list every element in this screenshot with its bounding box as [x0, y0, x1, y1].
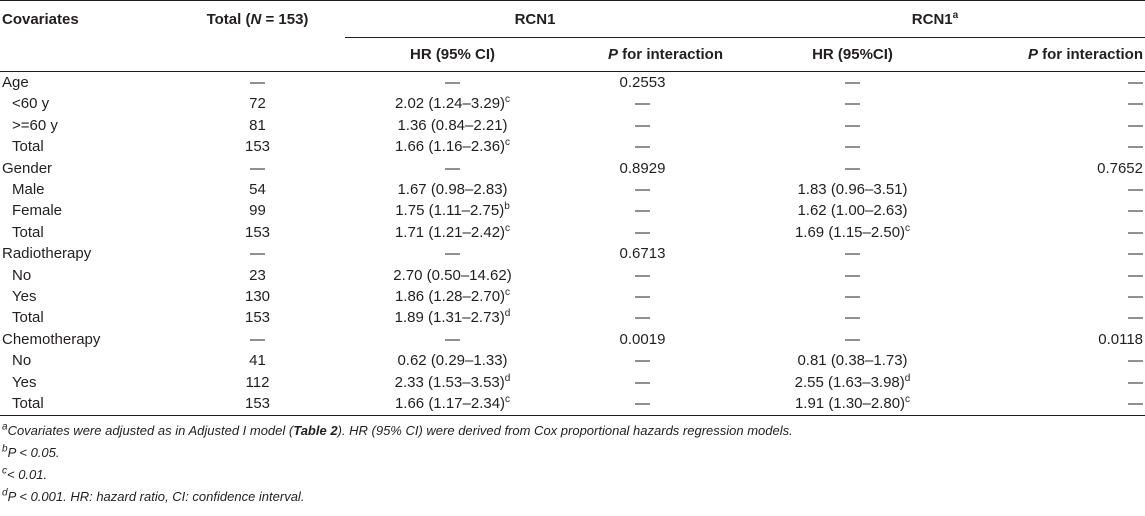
cell-covariate: Total — [12, 395, 44, 413]
cell-hr-2: — — [845, 245, 860, 263]
cell-total: 72 — [249, 95, 266, 113]
cell-covariate: Yes — [12, 373, 37, 391]
table-row — [0, 115, 1145, 136]
cell-hr-2: — — [845, 138, 860, 156]
header-group-rcn1-adjusted: RCN1$^a$ — [725, 1, 1145, 38]
cell-hr-2: — — [845, 330, 860, 348]
table-row — [0, 179, 1145, 200]
cell-hr-1: 1.66 $(1.16-2.36)^c$ — [394, 137, 511, 156]
cell-p-interaction-2: — — [1128, 288, 1143, 306]
cell-hr-1: 1.66 $(1.17-2.34)^c$ — [394, 394, 511, 413]
header-hr-2: HR (95%CI) — [812, 46, 893, 63]
footnote-d: $^d$P < 0.001. HR: hazard ratio, CI: confidence interval. — [2, 487, 305, 504]
footnotes — [0, 420, 1145, 508]
cell-p-interaction-2: — — [1128, 116, 1143, 134]
cell-hr-2: 1.62 (1.00–2.63) — [797, 202, 908, 220]
cell-covariate: Female — [12, 202, 63, 220]
cell-total: 99 — [249, 202, 266, 220]
header-group-rcn1: RCN1 — [345, 1, 725, 38]
cell-covariate: No — [12, 266, 32, 284]
cell-hr-2: 0.81 (0.38–1.73) — [797, 352, 908, 370]
cell-hr-1: 1.71 $(1.21-2.42)^c$ — [394, 222, 511, 241]
table-row — [0, 93, 1145, 114]
cell-p-interaction-1: — — [635, 116, 650, 134]
cell-p-interaction-1: — — [635, 138, 650, 156]
table-body — [0, 72, 1145, 416]
cell-p-interaction-2: — — [1128, 202, 1143, 220]
table-row — [0, 136, 1145, 157]
cell-total: — — [250, 330, 265, 348]
cell-p-interaction-2: — — [1128, 373, 1143, 391]
cell-hr-2: 1.69 $(1.15-2.50)^c$ — [794, 222, 911, 241]
cell-covariate: Total — [12, 138, 44, 156]
cell-hr-2: — — [845, 309, 860, 327]
cell-p-interaction-1: 0.0019 — [619, 330, 666, 348]
cell-total: — — [250, 159, 265, 177]
cell-p-interaction-1: — — [635, 266, 650, 284]
table-row — [0, 72, 1145, 94]
cell-p-interaction-1: — — [635, 395, 650, 413]
cell-p-interaction-2: — — [1128, 181, 1143, 199]
header-hr-1: HR (95% CI) — [409, 46, 495, 63]
cell-hr-1: 1.36 (0.84–2.21) — [397, 116, 508, 134]
cell-p-interaction-2: 0.0118 — [1098, 330, 1143, 348]
cell-hr-2: — — [845, 116, 860, 134]
cell-p-interaction-1: — — [635, 352, 650, 370]
table-row — [0, 393, 1145, 415]
cell-hr-1: 2.33 $(1.53-3.53)^d$ — [394, 372, 511, 391]
header-blank-1 — [0, 38, 170, 72]
cell-p-interaction-2: — — [1128, 74, 1143, 91]
cell-p-interaction-2: 0.7652 — [1097, 159, 1143, 177]
cell-hr-1: 1.86 $(1.28-2.70)^c$ — [394, 287, 511, 306]
cell-covariate: Age — [2, 74, 29, 91]
table-row — [0, 350, 1145, 371]
cell-p-interaction-1: — — [635, 202, 650, 220]
cell-covariate: Total — [12, 309, 44, 327]
header-p-interaction-1: P for interaction — [607, 46, 723, 63]
cell-hr-2: — — [845, 159, 860, 177]
cell-total: 112 — [245, 373, 270, 391]
cell-p-interaction-1: 0.6713 — [619, 245, 666, 263]
cell-total: 23 — [249, 266, 266, 284]
cell-p-interaction-1: 0.2553 — [619, 74, 666, 91]
cell-covariate: Chemotherapy — [2, 330, 101, 348]
cell-hr-2: 1.83 (0.96–3.51) — [797, 181, 908, 199]
cell-p-interaction-1: — — [635, 309, 650, 327]
cell-total: 153 — [244, 138, 271, 156]
header-total: Total (N = 153) — [206, 10, 309, 28]
cell-hr-1: — — [445, 159, 460, 177]
cell-p-interaction-2: — — [1128, 395, 1143, 413]
cell-covariate: Radiotherapy — [2, 245, 92, 263]
cell-p-interaction-2: — — [1128, 352, 1143, 370]
cell-p-interaction-2: — — [1128, 266, 1143, 284]
cell-p-interaction-2: — — [1128, 95, 1143, 113]
cell-total: 130 — [244, 288, 271, 306]
cell-hr-1: 1.67 (0.98–2.83) — [397, 181, 508, 199]
table-row — [0, 158, 1145, 179]
footnote-a: $^a$Covariates were adjusted as in Adjusted I model (Table 2). HR (95% CI) were derived from Cox proportional hazards regression models. — [2, 421, 793, 438]
cell-hr-2: 2.55 $(1.63-3.98)^d$ — [794, 372, 911, 391]
cell-covariate: >=60 y — [12, 116, 58, 134]
cell-total: 81 — [249, 116, 266, 134]
table-row — [0, 329, 1145, 350]
cell-p-interaction-2: — — [1128, 245, 1143, 263]
table-row — [0, 222, 1145, 243]
cell-total: 153 — [244, 395, 271, 413]
cell-p-interaction-1: — — [635, 181, 650, 199]
table-row — [0, 286, 1145, 307]
table-row — [0, 372, 1145, 393]
header-p-interaction-2: P for interaction — [1027, 46, 1143, 63]
cell-p-interaction-1: 0.8929 — [619, 159, 666, 177]
footnote-c: $^c$< 0.01. — [2, 465, 48, 482]
table-row — [0, 265, 1145, 286]
cell-total: 153 — [244, 309, 271, 327]
cell-hr-2: — — [845, 266, 860, 284]
footnote-b: $^b$P < 0.05. — [2, 443, 60, 460]
cell-p-interaction-1: — — [635, 373, 650, 391]
cell-covariate: <60 y — [12, 95, 50, 113]
cell-total: 41 — [249, 352, 266, 370]
cell-total: 153 — [244, 223, 271, 241]
cell-hr-1: 0.62 (0.29–1.33) — [397, 352, 508, 370]
header-blank-2 — [170, 38, 345, 72]
table-row — [0, 200, 1145, 221]
cell-p-interaction-2: — — [1128, 138, 1143, 156]
cell-p-interaction-1: — — [635, 288, 650, 306]
cell-hr-1: 1.75 $(1.11-2.75)^b$ — [395, 201, 510, 220]
cell-covariate: No — [12, 352, 32, 370]
cell-hr-1: — — [445, 245, 460, 263]
cell-total: 54 — [249, 181, 266, 199]
cell-covariate: Gender — [2, 159, 53, 177]
cell-hr-1: 1.89 $(1.31-2.73)^d$ — [394, 308, 511, 327]
cell-covariate: Total — [12, 223, 44, 241]
cell-p-interaction-1: — — [635, 95, 650, 113]
cell-total: — — [250, 245, 265, 263]
cell-p-interaction-1: — — [635, 223, 650, 241]
header-covariates: Covariates — [2, 10, 79, 28]
table-row — [0, 243, 1145, 264]
cell-covariate: Yes — [12, 288, 37, 306]
cell-p-interaction-2: — — [1128, 223, 1143, 241]
cell-hr-2: — — [845, 74, 860, 91]
cell-p-interaction-2: — — [1128, 309, 1143, 327]
cell-hr-1: — — [445, 330, 460, 348]
cell-hr-1: 2.70 (0.50–14.62) — [393, 266, 512, 284]
cell-hr-2: 1.91 $(1.30-2.80)^c$ — [794, 394, 911, 413]
cell-hr-2: — — [845, 95, 860, 113]
cell-hr-2: — — [845, 288, 860, 306]
cell-hr-1: — — [445, 74, 460, 91]
cell-total: — — [250, 74, 265, 91]
cell-hr-1: 2.02 $(1.24-3.29)^c$ — [394, 94, 511, 113]
cell-covariate: Male — [12, 181, 45, 199]
table-row — [0, 307, 1145, 328]
